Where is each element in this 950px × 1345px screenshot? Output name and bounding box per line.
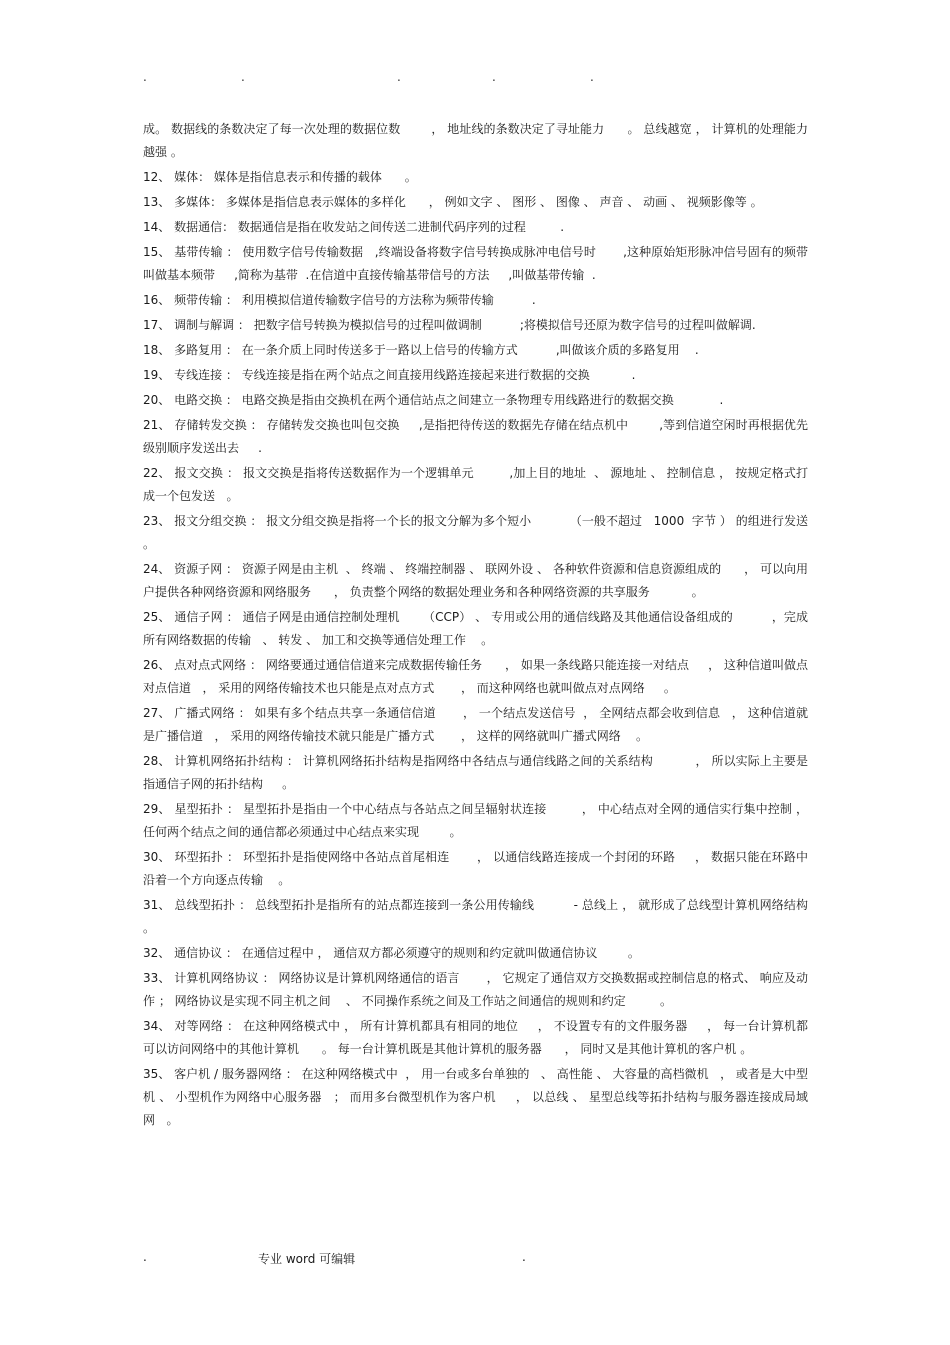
header-dot: . bbox=[492, 70, 496, 84]
definition-32-protocol: 32、 通信协议 ： 在通信过程中 ， 通信双方都必须遵守的规则和约定就叫做通信协议 。 bbox=[143, 946, 640, 960]
definition-30-ring: 30、 环型拓扑 ： 环型拓扑是指使网络中各站点首尾相连 ， 以通信线路连接成一个封闭的环路 ， 数据只能在环路中沿着一个方向逐点传输 。 bbox=[143, 850, 808, 887]
definition-29-star: 29、 星型拓扑 ： 星型拓扑是指由一个中心结点与各站点之间呈辐射状连接 ， 中心结点对全网的通信实行集中控制 ， 任何两个结点之间的通信都必须通过中心结点来实现 。 bbox=[143, 802, 812, 839]
footer-right-dot: . bbox=[522, 1250, 526, 1264]
definition-26-point-to-point: 26、 点对点式网络 ： 网络要通过通信信道来完成数据传输任务 ， 如果一条线路只能连接一对结点 ， 这种信道叫做点对点信道 ， 采用的网络传输技术也只能是点对点方式 ， 而这种网络也就叫做点对点网络 。 bbox=[143, 658, 808, 695]
definition-25-communication-subnet: 25、 通信子网 ： 通信子网是由通信控制处理机 （CCP） 、 专用或公用的通信线路及其他通信设备组成的 ，完成所有网络数据的传输 、 转发 、 加工和交换等通信处理工作 。 bbox=[143, 610, 808, 647]
definition-17-modulation: 17、 调制与解调 ： 把数字信号转换为模拟信号的过程叫做调制 ;将模拟信号还原为数字信号的过程叫做解调. bbox=[143, 318, 756, 332]
header-dot: . bbox=[397, 70, 401, 84]
definition-16-band-transmission: 16、 频带传输 ： 利用模拟信道传输数字信号的方法称为频带传输 . bbox=[143, 293, 536, 307]
definition-35-client-server: 35、 客户机 / 服务器网络 ： 在这种网络模式中 ， 用一台或多台单独的 、 高性能 、 大容量的高档微机 ， 或者是大中型机 、 小型机作为网络中心服务器 ； 而用多台微型机作为客户机 ， 以总线 、 星型总线等拓扑结构与服务器连接成局域网 。 bbox=[143, 1067, 808, 1127]
definition-34-peer-to-peer: 34、 对等网络 ： 在这种网络模式中 ， 所有计算机都具有相同的地位 ， 不设置专有的文件服务器 ， 每一台计算机都可以访问网络中的其他计算机 。 每一台计算机既是其他计算机的服务器 ， 同时又是其他计算机的客户机 。 bbox=[143, 1019, 808, 1056]
header-dot: . bbox=[241, 70, 245, 84]
paragraph-continuation: 成。 数据线的条数决定了每一次处理的数据位数 ， 地址线的条数决定了寻址能力 。 总线越宽 ， 计算机的处理能力越强 。 bbox=[143, 122, 808, 159]
definition-22-message-switching: 22、 报文交换 ： 报文交换是指将传送数据作为一个逻辑单元 ,加上目的地址 、 源地址 、 控制信息 ， 按规定格式打成一个包发送 。 bbox=[143, 466, 808, 503]
header-dot: . bbox=[143, 70, 147, 84]
definition-12-media: 12、 媒体： 媒体是指信息表示和传播的载体 。 bbox=[143, 170, 417, 184]
header-dot: . bbox=[590, 70, 594, 84]
footer-label: 专业 word 可编辑 bbox=[258, 1252, 356, 1266]
page-footer bbox=[0, 1250, 950, 1270]
definition-21-store-forward: 21、 存储转发交换 ： 存储转发交换也叫包交换 ,是指把待传送的数据先存储在结点机中 ,等到信道空闲时再根据优先级别顺序发送出去 . bbox=[143, 418, 808, 455]
definition-28-topology: 28、 计算机网络拓扑结构 ： 计算机网络拓扑结构是指网络中各结点与通信线路之间的关系结构 ， 所以实际上主要是指通信子网的拓扑结构 。 bbox=[143, 754, 808, 791]
definition-23-packet-switching: 23、 报文分组交换 ： 报文分组交换是指将一个长的报文分解为多个短小 （一般不超过 1000 字节 ） 的组进行发送 。 bbox=[143, 514, 812, 551]
definition-14-data-communication: 14、 数据通信： 数据通信是指在收发站之间传送二进制代码序列的过程 . bbox=[143, 220, 565, 234]
definition-15-baseband: 15、 基带传输 ： 使用数字信号传输数据 ,终端设备将数字信号转换成脉冲电信号时 ,这种原始矩形脉冲信号固有的频带叫做基本频带 ,简称为基带 .在信道中直接传输基带信号的方法 ,叫做基带传输 . bbox=[143, 245, 808, 282]
page-header-dots bbox=[0, 70, 950, 90]
definition-20-circuit-switching: 20、 电路交换 ： 电路交换是指由交换机在两个通信站点之间建立一条物理专用线路进行的数据交换 . bbox=[143, 393, 724, 407]
footer-left-dot: . bbox=[143, 1250, 147, 1264]
definition-13-multimedia: 13、 多媒体： 多媒体是指信息表示媒体的多样化 ， 例如文字 、 图形 、 图像 、 声音 、 动画 、 视频影像等 。 bbox=[143, 195, 763, 209]
document-body bbox=[143, 118, 812, 1134]
definition-24-resource-subnet: 24、 资源子网 ： 资源子网是由主机 、 终端 、 终端控制器 、 联网外设 、 各种软件资源和信息资源组成的 ， 可以向用户提供各种网络资源和网络服务 ， 负责整个网络的数据处理业务和各种网络资源的共享服务 。 bbox=[143, 562, 808, 599]
definition-33-network-protocol: 33、 计算机网络协议 ： 网络协议是计算机网络通信的语言 ， 它规定了通信双方交换数据或控制信息的格式、 响应及动作 ； 网络协议是实现不同主机之间 、 不同操作系统之间及工作站之间通信的规则和约定 。 bbox=[143, 971, 808, 1008]
definition-19-leased-line: 19、 专线连接 ： 专线连接是指在两个站点之间直接用线路连接起来进行数据的交换 . bbox=[143, 368, 636, 382]
definition-18-multiplexing: 18、 多路复用 ： 在一条介质上同时传送多于一路以上信号的传输方式 ,叫做该介质的多路复用 . bbox=[143, 343, 699, 357]
definition-31-bus: 31、 总线型拓扑 ： 总线型拓扑是指所有的站点都连接到一条公用传输线 - 总线上 ， 就形成了总线型计算机网络结构 。 bbox=[143, 898, 812, 935]
definition-27-broadcast: 27、 广播式网络 ： 如果有多个结点共享一条通信信道 ， 一个结点发送信号 ， 全网结点都会收到信息 ， 这种信道就是广播信道 ， 采用的网络传输技术就只能是广播方式 ， 这样的网络就叫广播式网络 。 bbox=[143, 706, 808, 743]
